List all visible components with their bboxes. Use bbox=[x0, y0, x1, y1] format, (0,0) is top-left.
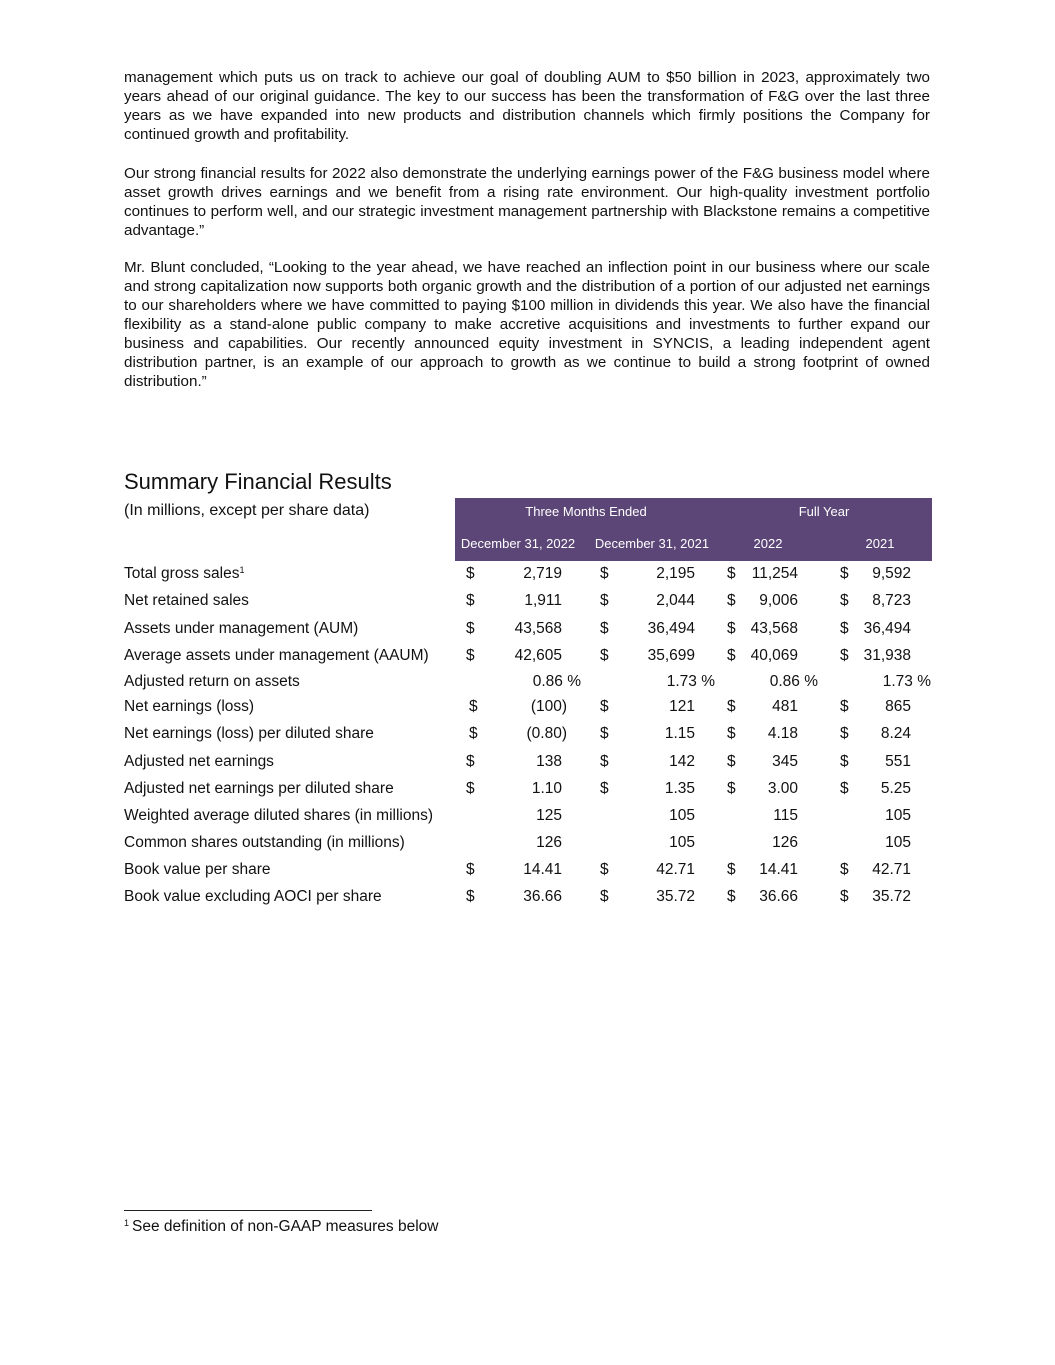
currency-sign: $ bbox=[466, 592, 475, 609]
currency-sign: $ bbox=[840, 753, 849, 770]
cell-value: 14.41 bbox=[759, 861, 798, 878]
cell-value: 36.66 bbox=[759, 888, 798, 905]
table-row bbox=[0, 753, 1055, 777]
cell-value: 35.72 bbox=[872, 888, 911, 905]
cell-value: 14.41 bbox=[523, 861, 562, 878]
cell-value: 36,494 bbox=[647, 620, 695, 637]
currency-sign: $ bbox=[600, 592, 609, 609]
cell-value: 142 bbox=[669, 753, 695, 770]
currency-sign: $ bbox=[466, 620, 475, 637]
header-full-year: Full Year bbox=[798, 504, 850, 519]
row-label: Adjusted net earnings per diluted share bbox=[124, 780, 394, 797]
currency-sign: $ bbox=[840, 620, 849, 637]
cell-value: 1.35 bbox=[664, 780, 695, 797]
currency-sign: $ bbox=[600, 565, 609, 582]
row-label: Book value per share bbox=[124, 861, 271, 878]
cell-value: 0.86 % bbox=[532, 673, 581, 690]
row-label: Assets under management (AUM) bbox=[124, 620, 359, 637]
currency-sign: $ bbox=[840, 725, 849, 742]
currency-sign: $ bbox=[840, 780, 849, 797]
footnote-divider bbox=[124, 1210, 372, 1211]
cell-value: 3.00 bbox=[767, 780, 798, 797]
currency-sign: $ bbox=[600, 725, 609, 742]
cell-value: 481 bbox=[772, 698, 798, 715]
currency-sign: $ bbox=[466, 565, 475, 582]
row-label: Average assets under management (AAUM) bbox=[124, 647, 429, 664]
cell-value: 105 bbox=[885, 834, 911, 851]
header-three-months: Three Months Ended bbox=[525, 504, 647, 519]
table-row bbox=[0, 673, 1055, 697]
footnote-ref: 1 bbox=[239, 565, 245, 575]
currency-sign: $ bbox=[840, 888, 849, 905]
cell-value: 43,568 bbox=[750, 620, 798, 637]
header-col-2021: 2021 bbox=[865, 536, 895, 551]
currency-sign: $ bbox=[840, 698, 849, 715]
currency-sign: $ bbox=[469, 725, 478, 742]
row-label: Net retained sales bbox=[124, 592, 249, 609]
table-row bbox=[0, 565, 1055, 589]
currency-sign: $ bbox=[727, 698, 736, 715]
paragraph-aum-goal: management which puts us on track to achieve our goal of doubling AUM to $50 billion in 2023, approximately two years ahead of our original guidance. The key to our success has been the transformation of F&G over the last three years as we have expanded into new products and distribution channels which firmly positions the Company for continued growth and profitability. bbox=[124, 69, 930, 143]
cell-value: (100) bbox=[530, 698, 567, 715]
cell-value: 1,911 bbox=[524, 592, 562, 609]
cell-value: 121 bbox=[669, 698, 695, 715]
cell-value: 105 bbox=[669, 807, 695, 824]
cell-value: 0.86 % bbox=[769, 673, 818, 690]
cell-value: 126 bbox=[772, 834, 798, 851]
cell-value: 1.10 bbox=[531, 780, 562, 797]
currency-sign: $ bbox=[469, 698, 478, 715]
cell-value: 2,719 bbox=[523, 565, 562, 582]
cell-value: 9,592 bbox=[872, 565, 911, 582]
table-row bbox=[0, 592, 1055, 616]
footnote-marker: 1 bbox=[124, 1218, 130, 1228]
currency-sign: $ bbox=[727, 592, 736, 609]
row-label: Weighted average diluted shares (in millions) bbox=[124, 807, 434, 824]
cell-value: 138 bbox=[536, 753, 562, 770]
currency-sign: $ bbox=[466, 780, 475, 797]
table-row bbox=[0, 647, 1055, 671]
table-row bbox=[0, 620, 1055, 644]
row-label: Total gross sales$^1$ bbox=[124, 565, 245, 582]
cell-value: 1.73 % bbox=[882, 673, 931, 690]
cell-value: 2,044 bbox=[656, 592, 695, 609]
currency-sign: $ bbox=[840, 861, 849, 878]
currency-sign: $ bbox=[840, 592, 849, 609]
cell-value: 35,699 bbox=[647, 647, 695, 664]
row-label: Common shares outstanding (in millions) bbox=[124, 834, 405, 851]
currency-sign: $ bbox=[600, 698, 609, 715]
currency-sign: $ bbox=[840, 565, 849, 582]
cell-value: 345 bbox=[772, 753, 798, 770]
paragraph-financial-results: Our strong financial results for 2022 also demonstrate the underlying earnings power of the F&G business model where asset growth drives earnings and we benefit from a rising rate environment. Our high-quality investment portfolio continues to perform well, and our strategic investment management partnership with Blackstone remains a competitive advantage.” bbox=[124, 165, 930, 239]
currency-sign: $ bbox=[727, 753, 736, 770]
cell-value: 105 bbox=[885, 807, 911, 824]
currency-sign: $ bbox=[600, 647, 609, 664]
row-label: Book value excluding AOCI per share bbox=[124, 888, 382, 905]
cell-value: 11,254 bbox=[751, 565, 798, 582]
currency-sign: $ bbox=[727, 780, 736, 797]
currency-sign: $ bbox=[600, 753, 609, 770]
currency-sign: $ bbox=[466, 647, 475, 664]
table-row bbox=[0, 807, 1055, 831]
row-label: Adjusted net earnings bbox=[124, 753, 274, 770]
cell-value: 40,069 bbox=[750, 647, 798, 664]
currency-sign: $ bbox=[600, 861, 609, 878]
cell-value: 105 bbox=[669, 834, 695, 851]
table-row bbox=[0, 861, 1055, 885]
cell-value: 8,723 bbox=[872, 592, 911, 609]
cell-value: 42,605 bbox=[514, 647, 562, 664]
cell-value: 42.71 bbox=[872, 861, 911, 878]
summary-subtitle: (In millions, except per share data) bbox=[124, 502, 370, 519]
currency-sign: $ bbox=[600, 780, 609, 797]
header-col-2022: 2022 bbox=[753, 536, 783, 551]
currency-sign: $ bbox=[600, 620, 609, 637]
currency-sign: $ bbox=[840, 647, 849, 664]
row-label: Adjusted return on assets bbox=[124, 673, 300, 690]
cell-value: 5.25 bbox=[880, 780, 911, 797]
table-row bbox=[0, 834, 1055, 858]
cell-value: 1.15 bbox=[664, 725, 695, 742]
cell-value: 4.18 bbox=[767, 725, 798, 742]
cell-value: 115 bbox=[773, 807, 798, 824]
cell-value: 31,938 bbox=[863, 647, 911, 664]
currency-sign: $ bbox=[727, 647, 736, 664]
currency-sign: $ bbox=[727, 620, 736, 637]
table-row bbox=[0, 780, 1055, 804]
table-row bbox=[0, 725, 1055, 749]
cell-value: 865 bbox=[885, 698, 911, 715]
row-label: Net earnings (loss) per diluted share bbox=[124, 725, 374, 742]
currency-sign: $ bbox=[727, 565, 736, 582]
cell-value: 551 bbox=[885, 753, 911, 770]
currency-sign: $ bbox=[466, 753, 475, 770]
cell-value: 42.71 bbox=[656, 861, 695, 878]
currency-sign: $ bbox=[727, 888, 736, 905]
paragraph-blunt-conclusion: Mr. Blunt concluded, “Looking to the year ahead, we have reached an inflection point in our business where our scale and strong capitalization now supports both organic growth and the distribution of a portion of our adjusted net earnings to our shareholders where we have committed to paying $100 million in dividends this year. We also have the financial flexibility as a stand-alone public company to make accretive acquisitions and investments to further expand our business and capabilities. Our recently announced equity investment in SYNCIS, a leading independent agent distribution partner, is an example of our approach to growth as we continue to build a strong footprint of owned distribution.” bbox=[124, 259, 930, 390]
currency-sign: $ bbox=[727, 725, 736, 742]
cell-value: 2,195 bbox=[656, 565, 695, 582]
cell-value: 9,006 bbox=[759, 592, 798, 609]
currency-sign: $ bbox=[600, 888, 609, 905]
cell-value: (0.80) bbox=[526, 725, 567, 742]
table-row bbox=[0, 888, 1055, 912]
currency-sign: $ bbox=[466, 888, 475, 905]
cell-value: 36,494 bbox=[863, 620, 911, 637]
footnote bbox=[124, 1218, 438, 1236]
table-header-band bbox=[455, 498, 932, 561]
cell-value: 43,568 bbox=[514, 620, 562, 637]
currency-sign: $ bbox=[727, 861, 736, 878]
cell-value: 35.72 bbox=[656, 888, 695, 905]
cell-value: 8.24 bbox=[880, 725, 911, 742]
summary-title: Summary Financial Results bbox=[124, 469, 392, 494]
footnote-text: See definition of non-GAAP measures below bbox=[132, 1218, 439, 1235]
header-col-dec-2022: December 31, 2022 bbox=[460, 536, 576, 551]
cell-value: 36.66 bbox=[523, 888, 562, 905]
cell-value: 1.73 % bbox=[666, 673, 715, 690]
cell-value: 126 bbox=[536, 834, 562, 851]
currency-sign: $ bbox=[466, 861, 475, 878]
header-col-dec-2021: December 31, 2021 bbox=[594, 536, 710, 551]
row-label: Net earnings (loss) bbox=[124, 698, 255, 715]
cell-value: 125 bbox=[536, 807, 562, 824]
table-row bbox=[0, 698, 1055, 722]
